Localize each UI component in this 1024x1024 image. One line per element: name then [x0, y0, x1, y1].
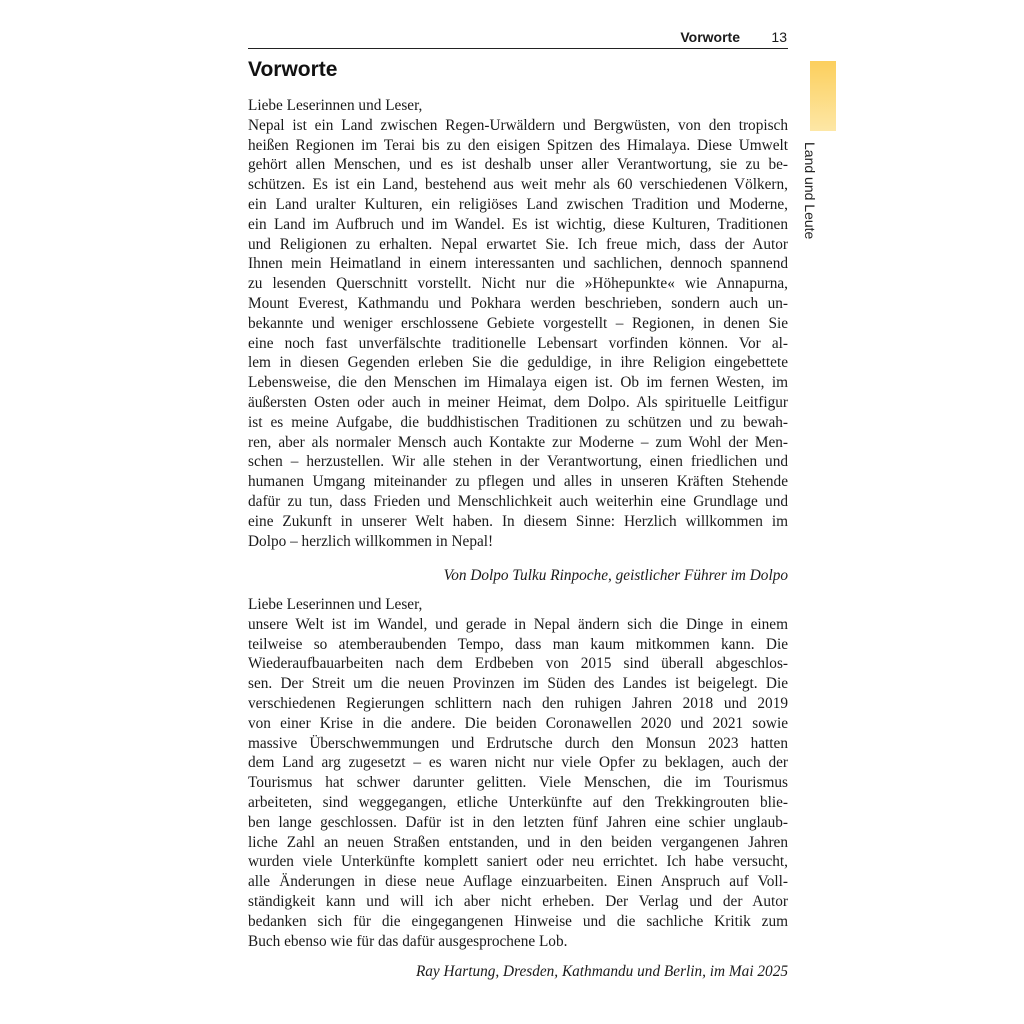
- text-line: Buch ebenso wie für das dafür ausgesprochene Lob.: [248, 932, 568, 950]
- running-header-section: Vorworte: [680, 29, 740, 45]
- chapter-side-label-text: Land und Leute: [802, 142, 818, 240]
- text-line: gehört allen Menschen, und es ist deshalb unser aller Verantwortung, sie zu be-: [248, 156, 788, 174]
- text-line: teilweise so atemberaubenden Tempo, dass man kaum mitkommen kann. Die: [248, 635, 788, 653]
- text-line: eine noch fast unverfälschte traditionelle Lebensart vorfinden können. Vor al-: [248, 334, 788, 352]
- text-line: ist es meine Aufgabe, die buddhistischen Traditionen zu schützen und zu bewah-: [248, 413, 788, 431]
- text-line: Mount Everest, Kathmandu und Pokhara werden beschrieben, sondern auch un-: [248, 294, 788, 312]
- text-line: arbeiteten, sind weggegangen, etliche Unterkünfte auf den Trekkingrouten blie-: [248, 793, 788, 811]
- text-line: unsere Welt ist im Wandel, und gerade in Nepal ändern sich die Dinge in einem: [248, 615, 788, 633]
- foreword-1-signature: Von Dolpo Tulku Rinpoche, geistlicher Führer im Dolpo: [443, 567, 788, 584]
- text-line: Tourismus hat schwer darunter gelitten. Viele Menschen, die im Tourismus: [248, 774, 788, 792]
- text-line: ren, aber als normaler Mensch auch Kontakte zur Moderne – zum Wohl der Men-: [248, 433, 788, 451]
- text-line: verschiedenen Regierungen schlittern nach den ruhigen Jahren 2018 und 2019: [248, 694, 788, 712]
- text-line: äußersten Osten oder auch in meiner Heimat, dem Dolpo. Als spirituelle Leitfigur: [248, 393, 788, 411]
- text-line: heißen Regionen im Terai bis zu den eisigen Spitzen des Himalaya. Diese Umwelt: [248, 136, 788, 154]
- text-line: Dolpo – herzlich willkommen in Nepal!: [248, 532, 494, 550]
- text-line: wurden viele Unterkünfte komplett saniert oder neu errichtet. Ich habe versucht,: [248, 853, 788, 871]
- text-line: ein Land im Aufbruch und im Wandel. Es ist wichtig, diese Kulturen, Traditionen: [248, 215, 788, 233]
- text-line: dem Land arg zugesetzt – es waren nicht nur viele Opfer zu beklagen, auch der: [248, 754, 788, 772]
- text-line: Ihnen mein Heimatland in einem interessanten und sachlichen, dennoch spannend: [248, 255, 788, 273]
- foreword-1-body: [248, 96, 788, 551]
- text-line: zu lesenden Querschnitt vorstellt. Nicht nur die »Höhepunkte« wie Annapurna,: [248, 275, 788, 293]
- text-line: Wiederaufbauarbeiten nach dem Erdbeben von 2015 sind überall abgeschlos-: [248, 655, 788, 673]
- chapter-side-label: [788, 140, 846, 256]
- text-line: bedanken sich für die eingegangenen Hinweise und die sachliche Kritik zum: [248, 912, 788, 930]
- text-line: und Religionen zu erhalten. Nepal erwartet Sie. Ich freue mich, dass der Autor: [248, 235, 788, 253]
- text-line: dafür zu tun, dass Frieden und Menschlichkeit auch weiterhin eine Grundlage und: [248, 492, 788, 510]
- text-line: Nepal ist ein Land zwischen Regen-Urwäldern und Bergwüsten, von den tropisch: [248, 116, 788, 134]
- text-line: humanen Umgang miteinander zu pflegen und alles in unseren Kräften Stehende: [248, 473, 788, 491]
- text-line: sen. Der Streit um die neuen Provinzen im Süden des Landes ist beigelegt. Die: [248, 675, 788, 693]
- chapter-thumb-tab: [810, 61, 836, 131]
- text-line: schen – herzustellen. Wir alle stehen in der Verantwortung, einen friedlichen und: [248, 453, 788, 471]
- text-line: ben lange geschlossen. Dafür ist in den letzten fünf Jahren eine schier unglaub-: [248, 813, 788, 831]
- text-line: schützen. Es ist ein Land, bestehend aus weit mehr als 60 verschiedenen Völkern,: [248, 176, 788, 194]
- foreword-2-salutation: Liebe Leserinnen und Leser,: [248, 596, 423, 613]
- text-line: bekannte und weniger erschlossene Gebiete vorgestellt – Regionen, in denen Sie: [248, 314, 788, 332]
- foreword-1-salutation: Liebe Leserinnen und Leser,: [248, 97, 423, 114]
- text-line: Lebensweise, die den Menschen im Himalaya eigen ist. Ob im fernen Westen, im: [248, 374, 788, 392]
- text-line: liche Zahl an neuen Straßen entstanden, und in den beiden vergangenen Jahren: [248, 833, 788, 851]
- text-line: ein Land uralter Kulturen, ein religiöses Land zwischen Tradition und Moderne,: [248, 195, 788, 213]
- text-line: ständigkeit kann und will ich aber nicht erheben. Der Verlag und der Autor: [248, 892, 788, 910]
- page-title: Vorworte: [248, 58, 338, 81]
- running-header: [248, 28, 788, 49]
- foreword-2-body: [248, 595, 788, 951]
- text-line: lem in diesen Gegenden erleben Sie die geduldige, in ihre Religion eingebettete: [248, 354, 788, 372]
- text-line: von einer Krise in die andere. Die beiden Coronawellen 2020 und 2021 sowie: [248, 714, 788, 732]
- text-line: massive Überschwemmungen und Erdrutsche durch den Monsun 2023 hatten: [248, 734, 788, 752]
- text-line: eine Zukunft in unserer Welt haben. In diesem Sinne: Herzlich willkommen im: [248, 512, 788, 530]
- text-line: alle Änderungen in diese neue Auflage einzuarbeiten. Einen Anspruch auf Voll-: [248, 873, 788, 891]
- foreword-2-signature: Ray Hartung, Dresden, Kathmandu und Berlin, im Mai 2025: [415, 963, 788, 980]
- page-number: 13: [771, 29, 787, 45]
